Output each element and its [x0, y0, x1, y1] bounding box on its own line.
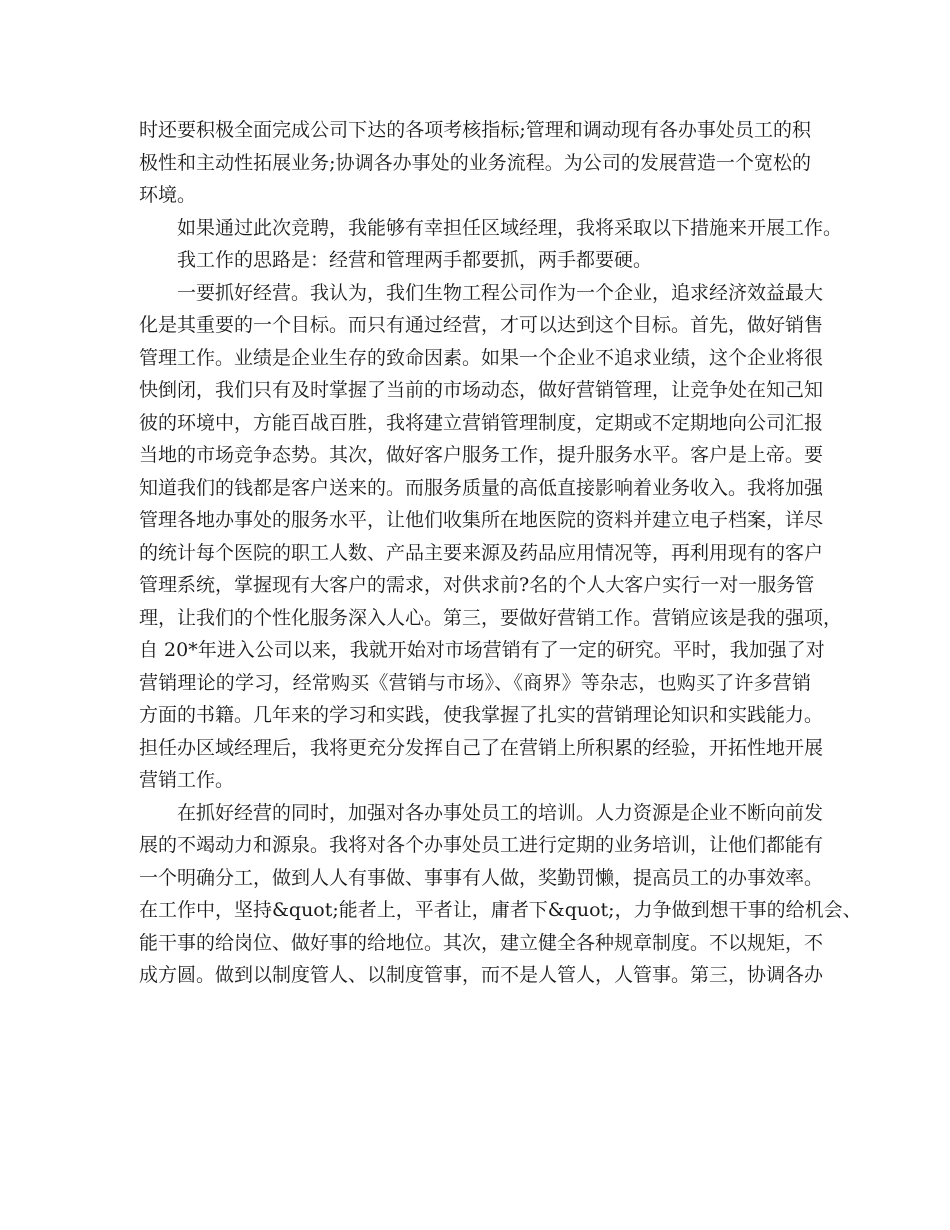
text-line: 一要抓好经营。我认为，我们生物工程公司作为一个企业，追求经济效益最大 — [177, 281, 824, 304]
text-line: 在工作中，坚持&quot;能者上，平者让，庸者下&quot;，力争做到想干事的给机会、 — [139, 899, 862, 921]
text-line: 在抓好经营的同时，加强对各办事处员工的培训。人力资源是企业不断向前发 — [177, 801, 824, 824]
text-line: 担任办区域经理后，我将更充分发挥自己了在营销上所积累的经验，开拓性地开展 — [139, 736, 824, 759]
text-line: 营销工作。 — [139, 769, 235, 791]
text-line: 彼的环境中，方能百战百胜，我将建立营销管理制度，定期或不定期地向公司汇报 — [139, 411, 824, 434]
text-line: 管理系统，掌握现有大客户的需求，对供求前?名的个人大客户实行一对一服务管 — [139, 574, 815, 596]
text-line: 营销理论的学习，经常购买《营销与市场》、《商界》等杂志，也购买了许多营销 — [139, 671, 811, 694]
text-line: 环境。 — [139, 184, 197, 206]
document-body-text — [139, 114, 862, 992]
text-line: 知道我们的钱都是客户送来的。而服务质量的高低直接影响着业务收入。我将加强 — [139, 476, 824, 499]
text-line: 的统计每个医院的职工人数、产品主要来源及药品应用情况等，再利用现有的客户 — [139, 541, 824, 564]
text-line: 方面的书籍。几年来的学习和实践，使我掌握了扎实的营销理论知识和实践能力。 — [139, 704, 824, 726]
text-line: 自 20*年进入公司以来，我就开始对市场营销有了一定的研究。平时，我加强了对 — [139, 639, 825, 661]
text-line: 我工作的思路是：经营和管理两手都要抓，两手都要硬。 — [177, 249, 653, 271]
text-line: 理，让我们的个性化服务深入人心。第三，要做好营销工作。营销应该是我的强项， — [139, 606, 843, 629]
text-line: 时还要积极全面完成公司下达的各项考核指标;管理和调动现有各办事处员工的积 — [139, 119, 811, 141]
text-line: 展的不竭动力和源泉。我将对各个办事处员工进行定期的业务培训，让他们都能有 — [139, 834, 824, 856]
text-line: 如果通过此次竞聘，我能够有幸担任区域经理，我将采取以下措施来开展工作。 — [177, 216, 843, 239]
text-line: 极性和主动性拓展业务;协调各办事处的业务流程。为公司的发展营造一个宽松的 — [139, 151, 811, 174]
text-line: 当地的市场竞争态势。其次，做好客户服务工作，提升服务水平。客户是上帝。要 — [139, 444, 824, 466]
text-line: 一个明确分工，做到人人有事做、事事有人做，奖勤罚懒，提高员工的办事效率。 — [139, 866, 824, 889]
text-line: 化是其重要的一个目标。而只有通过经营，才可以达到这个目标。首先，做好销售 — [139, 314, 824, 336]
text-line: 管理各地办事处的服务水平，让他们收集所在地医院的资料并建立电子档案，详尽 — [139, 509, 824, 531]
text-line: 快倒闭，我们只有及时掌握了当前的市场动态，做好营销管理，让竞争处在知己知 — [139, 379, 824, 401]
text-line: 成方圆。做到以制度管人、以制度管事，而不是人管人，人管事。第三，协调各办 — [139, 964, 824, 986]
text-line: 管理工作。业绩是企业生存的致命因素。如果一个企业不追求业绩，这个企业将很 — [139, 346, 824, 369]
text-line: 能干事的给岗位、做好事的给地位。其次，建立健全各种规章制度。不以规矩，不 — [139, 931, 824, 954]
